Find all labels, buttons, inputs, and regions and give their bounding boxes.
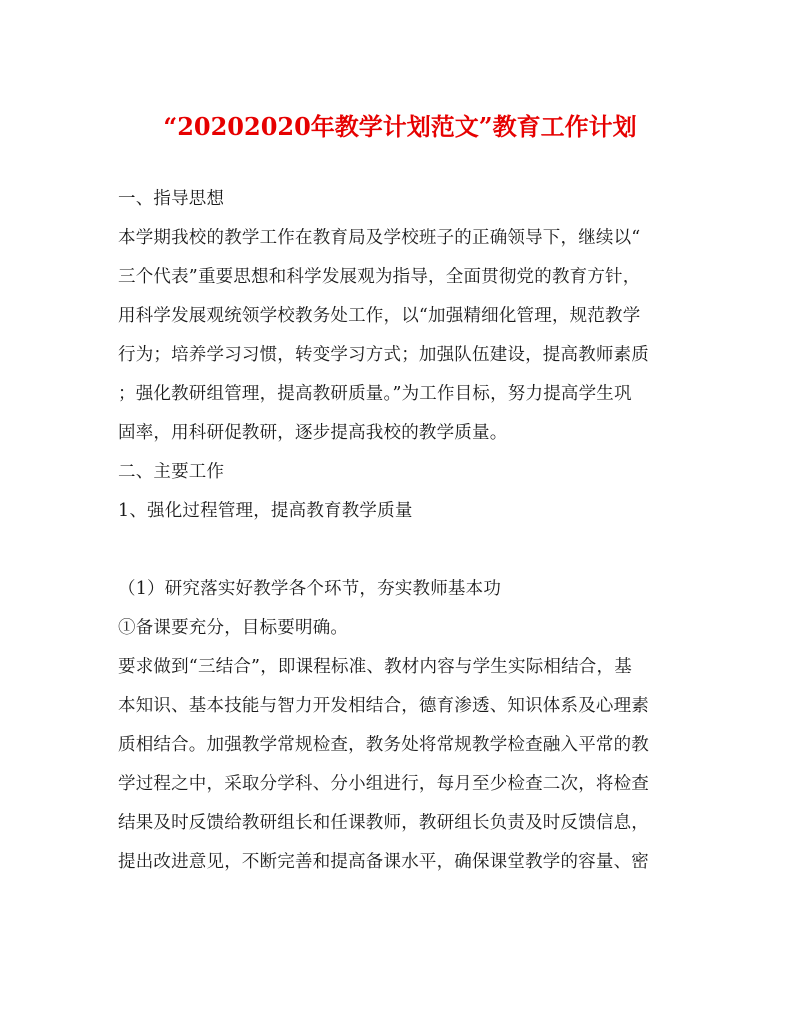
list-item-heading: ①备课要充分，目标要明确。 xyxy=(118,618,349,638)
paragraph-line: 本知识、基本技能与智力开发相结合，德育渗透、知识体系及心理素 xyxy=(118,696,649,716)
blank-line xyxy=(118,531,683,570)
paragraph-line: 结果及时反馈给教研组长和任课教师，教研组长负责及时反馈信息， xyxy=(118,813,649,833)
paragraph-line: 用科学发展观统领学校教务处工作，以“加强精细化管理，规范教学 xyxy=(118,306,641,326)
paragraph-line: 质相结合。加强教学常规检查，教务处将常规教学检查融入平常的教 xyxy=(118,735,649,755)
paragraph-line: 提出改进意见，不断完善和提高备课水平，确保课堂教学的容量、密 xyxy=(118,852,649,872)
document-body xyxy=(118,180,683,882)
paragraph-line: 学过程之中，采取分学科、分小组进行，每月至少检查二次，将检查 xyxy=(118,774,649,794)
section-heading-guiding-ideology: 一、指导思想 xyxy=(118,189,225,209)
subsection-item-heading: （1）研究落实好教学各个环节，夯实教师基本功 xyxy=(118,579,502,599)
paragraph-line: 固率，用科研促教研，逐步提高我校的教学质量。 xyxy=(118,423,508,443)
paragraph-line: 要求做到“三结合”，即课程标准、教材内容与学生实际相结合，基 xyxy=(118,657,632,677)
document-title: “20202020年教学计划范文”教育工作计划 xyxy=(163,112,637,141)
section-heading-main-work: 二、主要工作 xyxy=(118,462,225,482)
paragraph-line: ；强化教研组管理，提高教研质量。”为工作目标，努力提高学生巩 xyxy=(118,384,632,404)
paragraph-line: 本学期我校的教学工作在教育局及学校班子的正确领导下，继续以“ xyxy=(118,228,641,248)
subsection-heading: 1、强化过程管理，提高教育教学质量 xyxy=(118,501,413,521)
paragraph-line: 三个代表”重要思想和科学发展观为指导，全面贯彻党的教育方针， xyxy=(118,267,641,287)
paragraph-line: 行为；培养学习习惯，转变学习方式；加强队伍建设，提高教师素质 xyxy=(118,345,649,365)
